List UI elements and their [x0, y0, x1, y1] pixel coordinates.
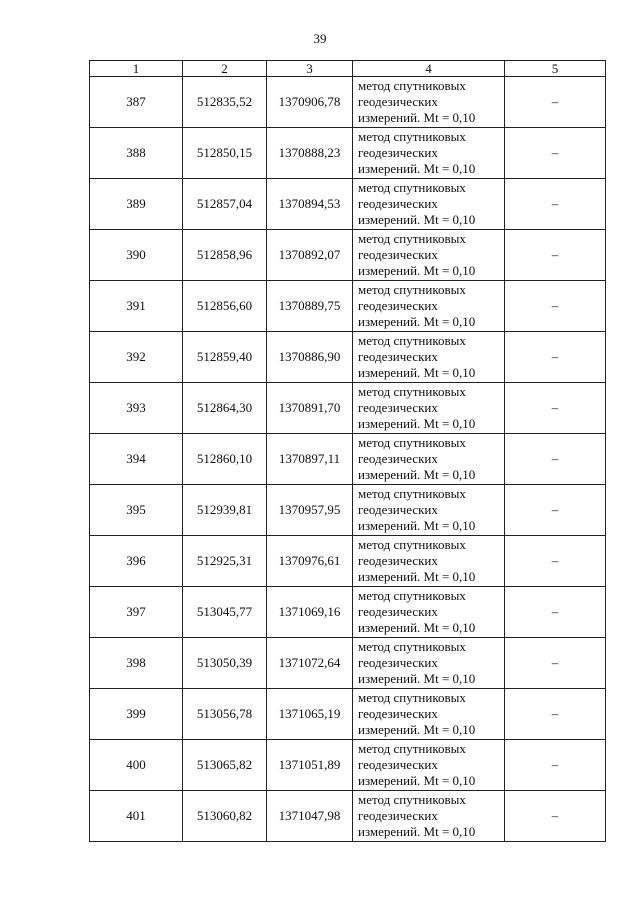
header-row	[90, 61, 606, 77]
method-line: метод спутниковых	[358, 639, 466, 654]
method-line: измерений. Mt = 0,10	[358, 722, 476, 737]
method-line: измерений. Mt = 0,10	[358, 110, 476, 125]
method-line: геодезических	[358, 349, 438, 364]
method-line: геодезических	[358, 502, 438, 517]
method-line: метод спутниковых	[358, 792, 466, 807]
dash-cell: –	[505, 128, 606, 179]
method-line: измерений. Mt = 0,10	[358, 365, 476, 380]
point-number-cell: 390	[90, 230, 183, 281]
method-line: измерений. Mt = 0,10	[358, 314, 476, 329]
method-line: измерений. Mt = 0,10	[358, 824, 476, 839]
x-coordinate-cell: 512925,31	[183, 536, 267, 587]
point-number-cell: 400	[90, 740, 183, 791]
table-body	[90, 77, 606, 842]
method-line: метод спутниковых	[358, 690, 466, 705]
column-header-3: 3	[267, 61, 353, 77]
point-number-cell: 388	[90, 128, 183, 179]
dash-cell: –	[505, 230, 606, 281]
method-line: метод спутниковых	[358, 78, 466, 93]
column-header-1: 1	[90, 61, 183, 77]
method-cell	[353, 281, 505, 332]
method-line: геодезических	[358, 808, 438, 823]
method-line: метод спутниковых	[358, 486, 466, 501]
coordinates-table	[89, 60, 606, 842]
method-line: метод спутниковых	[358, 435, 466, 450]
method-line: метод спутниковых	[358, 129, 466, 144]
method-line: измерений. Mt = 0,10	[358, 569, 476, 584]
method-line: метод спутниковых	[358, 384, 466, 399]
y-coordinate-cell: 1370889,75	[267, 281, 353, 332]
y-coordinate-cell: 1370891,70	[267, 383, 353, 434]
method-cell	[353, 434, 505, 485]
method-cell	[353, 332, 505, 383]
method-line: метод спутниковых	[358, 537, 466, 552]
dash-cell: –	[505, 434, 606, 485]
method-cell	[353, 536, 505, 587]
table-row	[90, 638, 606, 689]
method-line: измерений. Mt = 0,10	[358, 773, 476, 788]
method-line: геодезических	[358, 604, 438, 619]
point-number-cell: 398	[90, 638, 183, 689]
point-number-cell: 391	[90, 281, 183, 332]
dash-cell: –	[505, 485, 606, 536]
point-number-cell: 387	[90, 77, 183, 128]
x-coordinate-cell: 512835,52	[183, 77, 267, 128]
dash-cell: –	[505, 536, 606, 587]
dash-cell: –	[505, 791, 606, 842]
table-row	[90, 179, 606, 230]
y-coordinate-cell: 1370886,90	[267, 332, 353, 383]
x-coordinate-cell: 513065,82	[183, 740, 267, 791]
point-number-cell: 395	[90, 485, 183, 536]
table-row	[90, 230, 606, 281]
y-coordinate-cell: 1370976,61	[267, 536, 353, 587]
method-line: метод спутниковых	[358, 588, 466, 603]
method-line: геодезических	[358, 757, 438, 772]
method-line: метод спутниковых	[358, 180, 466, 195]
method-cell	[353, 179, 505, 230]
method-line: геодезических	[358, 145, 438, 160]
table-row	[90, 281, 606, 332]
table-row	[90, 587, 606, 638]
method-line: геодезических	[358, 400, 438, 415]
method-line: измерений. Mt = 0,10	[358, 212, 476, 227]
method-line: геодезических	[358, 298, 438, 313]
method-line: измерений. Mt = 0,10	[358, 161, 476, 176]
method-cell	[353, 587, 505, 638]
table-row	[90, 740, 606, 791]
method-cell	[353, 128, 505, 179]
method-line: измерений. Mt = 0,10	[358, 416, 476, 431]
method-line: геодезических	[358, 94, 438, 109]
column-header-5: 5	[505, 61, 606, 77]
point-number-cell: 399	[90, 689, 183, 740]
method-cell	[353, 230, 505, 281]
dash-cell: –	[505, 638, 606, 689]
point-number-cell: 392	[90, 332, 183, 383]
x-coordinate-cell: 512864,30	[183, 383, 267, 434]
dash-cell: –	[505, 587, 606, 638]
method-line: геодезических	[358, 196, 438, 211]
y-coordinate-cell: 1370892,07	[267, 230, 353, 281]
y-coordinate-cell: 1370957,95	[267, 485, 353, 536]
y-coordinate-cell: 1370906,78	[267, 77, 353, 128]
y-coordinate-cell: 1370894,53	[267, 179, 353, 230]
method-cell	[353, 485, 505, 536]
x-coordinate-cell: 512850,15	[183, 128, 267, 179]
y-coordinate-cell: 1371065,19	[267, 689, 353, 740]
method-cell	[353, 77, 505, 128]
method-line: измерений. Mt = 0,10	[358, 518, 476, 533]
x-coordinate-cell: 513060,82	[183, 791, 267, 842]
y-coordinate-cell: 1371051,89	[267, 740, 353, 791]
x-coordinate-cell: 512858,96	[183, 230, 267, 281]
method-cell	[353, 383, 505, 434]
method-line: измерений. Mt = 0,10	[358, 263, 476, 278]
point-number-cell: 396	[90, 536, 183, 587]
y-coordinate-cell: 1371069,16	[267, 587, 353, 638]
method-line: измерений. Mt = 0,10	[358, 467, 476, 482]
method-line: геодезических	[358, 451, 438, 466]
dash-cell: –	[505, 179, 606, 230]
method-cell	[353, 638, 505, 689]
method-line: измерений. Mt = 0,10	[358, 620, 476, 635]
x-coordinate-cell: 512860,10	[183, 434, 267, 485]
method-line: метод спутниковых	[358, 741, 466, 756]
table-row	[90, 485, 606, 536]
table-row	[90, 77, 606, 128]
method-line: геодезических	[358, 655, 438, 670]
x-coordinate-cell: 513056,78	[183, 689, 267, 740]
y-coordinate-cell: 1370888,23	[267, 128, 353, 179]
column-header-2: 2	[183, 61, 267, 77]
point-number-cell: 394	[90, 434, 183, 485]
method-line: геодезических	[358, 247, 438, 262]
x-coordinate-cell: 513045,77	[183, 587, 267, 638]
point-number-cell: 397	[90, 587, 183, 638]
method-cell	[353, 689, 505, 740]
y-coordinate-cell: 1371047,98	[267, 791, 353, 842]
table-row	[90, 128, 606, 179]
dash-cell: –	[505, 689, 606, 740]
x-coordinate-cell: 512859,40	[183, 332, 267, 383]
table-row	[90, 689, 606, 740]
y-coordinate-cell: 1370897,11	[267, 434, 353, 485]
table-row	[90, 332, 606, 383]
method-line: геодезических	[358, 706, 438, 721]
dash-cell: –	[505, 383, 606, 434]
x-coordinate-cell: 512939,81	[183, 485, 267, 536]
method-line: метод спутниковых	[358, 231, 466, 246]
x-coordinate-cell: 512857,04	[183, 179, 267, 230]
table-row	[90, 536, 606, 587]
table-row	[90, 383, 606, 434]
x-coordinate-cell: 512856,60	[183, 281, 267, 332]
y-coordinate-cell: 1371072,64	[267, 638, 353, 689]
column-header-4: 4	[353, 61, 505, 77]
page-number: 39	[313, 31, 327, 46]
dash-cell: –	[505, 77, 606, 128]
point-number-cell: 389	[90, 179, 183, 230]
method-line: геодезических	[358, 553, 438, 568]
table-row	[90, 434, 606, 485]
method-line: метод спутниковых	[358, 333, 466, 348]
method-line: измерений. Mt = 0,10	[358, 671, 476, 686]
method-line: метод спутниковых	[358, 282, 466, 297]
dash-cell: –	[505, 281, 606, 332]
dash-cell: –	[505, 332, 606, 383]
method-cell	[353, 791, 505, 842]
x-coordinate-cell: 513050,39	[183, 638, 267, 689]
method-cell	[353, 740, 505, 791]
table-row	[90, 791, 606, 842]
dash-cell: –	[505, 740, 606, 791]
point-number-cell: 393	[90, 383, 183, 434]
point-number-cell: 401	[90, 791, 183, 842]
